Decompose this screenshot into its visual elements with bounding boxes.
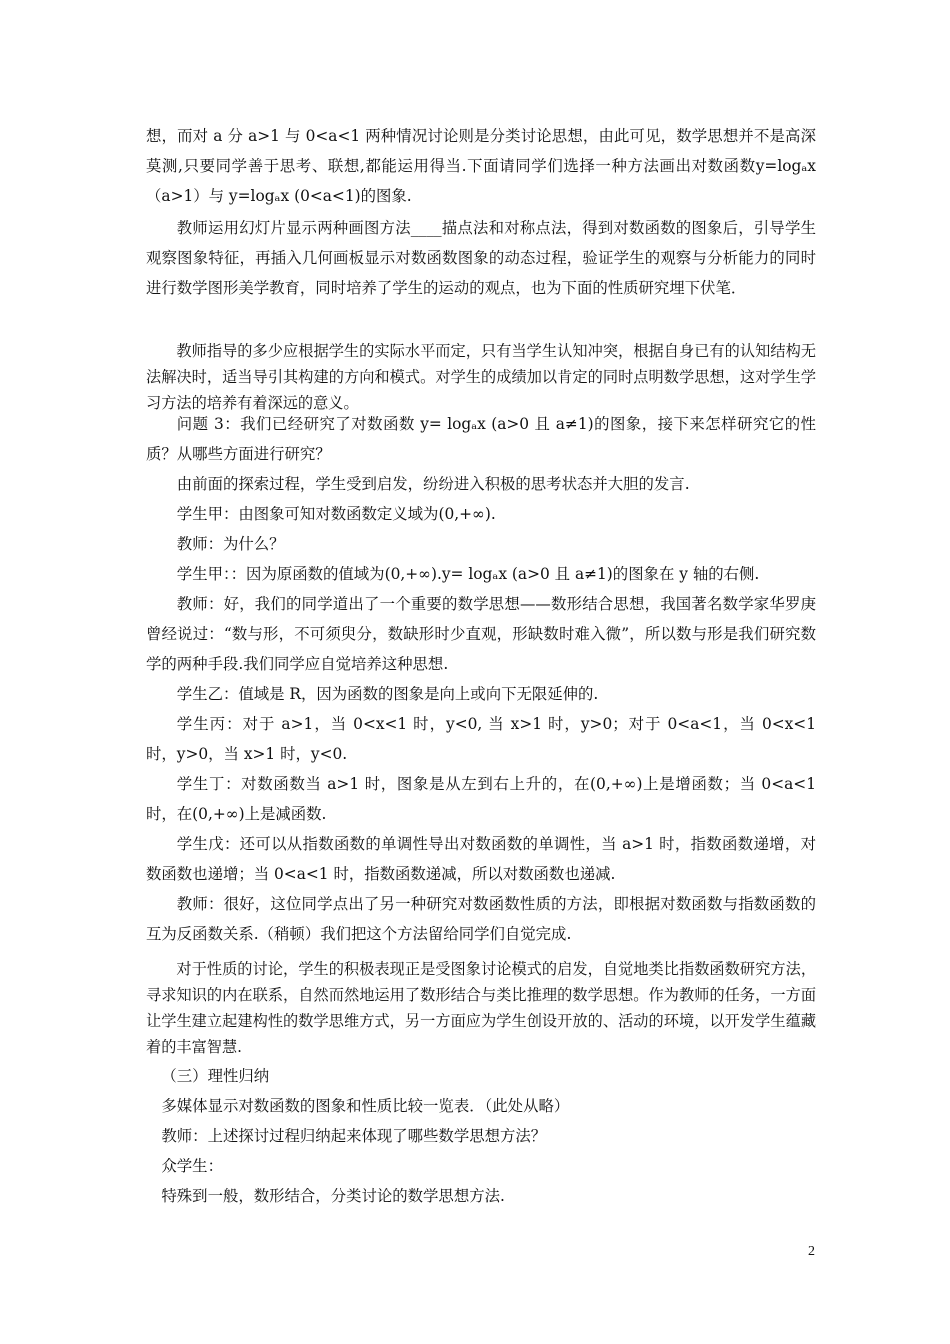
paragraph-students-label: 众学生： <box>161 1157 223 1175</box>
page-number: 2 <box>808 1244 815 1259</box>
paragraph-block-1 <box>146 121 816 211</box>
paragraph-block-2 <box>146 213 816 303</box>
paragraph-student-jia-2: 学生甲：：因为原函数的值域为(0,+∞).y= logₐx (a>0 且 a≠1)的图象在 y 轴的右侧. <box>176 565 760 583</box>
paragraph-student-bing: 学生丙：对于 a>1，当 0<x<1 时，y<0, 当 x>1 时，y>0；对于 0<a<1，当 0<x<1 时，y>0，当 x>1 时，y<0. <box>146 715 816 763</box>
paragraph-multimedia-table: 多媒体显示对数函数的图象和性质比较一览表．（此处从略） <box>161 1097 570 1115</box>
paragraph-teacher-shuxing: 教师：好，我们的同学道出了一个重要的数学思想——数形结合思想，我国著名数学家华罗庚曾经说过：“数与形，不可须臾分，数缺形时少直观，形缺数时难入微”，所以数与形是我们研究数学的两种手段.我们同学应自觉培养这种思想. <box>146 595 816 673</box>
paragraph-commentary-properties: 对于性质的讨论，学生的积极表现正是受图象讨论模式的启发，自觉地类比指数函数研究方法，寻求知识的内在联系，自然而然地运用了数形结合与类比推理的数学思想。作为教师的任务，一方面让学生建立起建构性的数学思维方式，另一方面应为学生创设开放的、活动的环境，以开发学生蕴藏着的丰富智慧. <box>146 960 816 1056</box>
paragraph-students-answer: 特殊到一般，数形结合，分类讨论的数学思想方法. <box>161 1187 505 1205</box>
paragraph-student-yi: 学生乙：值域是 R，因为函数的图象是向上或向下无限延伸的. <box>176 685 599 703</box>
paragraph-block-4 <box>146 409 816 949</box>
paragraph-teacher-why: 教师：为什么？ <box>176 535 285 553</box>
paragraph-question-3: 问题 3：我们已经研究了对数函数 y= logₐx (a>0 且 a≠1)的图象，接下来怎样研究它的性质？从哪些方面进行研究？ <box>146 415 816 463</box>
paragraph-commentary-guidance: 教师指导的多少应根据学生的实际水平而定，只有当学生认知冲突，根据自身已有的认知结构无法解决时，适当导引其构建的方向和模式。对学生的成绩加以肯定的同时点明数学思想，这对学生学习方法的培养有着深远的意义。 <box>146 342 816 412</box>
section-heading-rational-summary: （三）理性归纳 <box>161 1067 270 1085</box>
paragraph-block-5 <box>146 956 816 1060</box>
paragraph-block-6 <box>146 1061 816 1211</box>
paragraph-student-jia-1: 学生甲：由图象可知对数函数定义域为(0,+∞). <box>176 505 496 523</box>
paragraph-slideshow: 教师运用幻灯片显示两种画图方法____描点法和对称点法，得到对数函数的图象后，引导学生观察图象特征，再插入几何画板显示对数函数图象的动态过程，验证学生的观察与分析能力的同时进行数学图形美学教育，同时培养了学生的运动的观点，也为下面的性质研究埋下伏笔． <box>146 219 816 297</box>
paragraph-block-3 <box>146 338 816 416</box>
paragraph-intro-continuation: 想，而对 a 分 a>1 与 0<a<1 两种情况讨论则是分类讨论思想，由此可见，数学思想并不是高深莫测,只要同学善于思考、联想,都能运用得当.下面请同学们选择一种方法画出对数函数y=logₐx（a>1）与 y=logₐx (0<a<1)的图象. <box>146 127 816 205</box>
paragraph-student-wu: 学生戊：还可以从指数函数的单调性导出对数函数的单调性，当 a>1 时，指数函数递增，对数函数也递增；当 0<a<1 时，指数函数递减，所以对数函数也递减. <box>146 835 816 883</box>
paragraph-students-inspired: 由前面的探索过程，学生受到启发，纷纷进入积极的思考状态并大胆的发言. <box>176 475 690 493</box>
paragraph-teacher-inverse: 教师：很好，这位同学点出了另一种研究对数函数性质的方法，即根据对数函数与指数函数的互为反函数关系.（稍顿）我们把这个方法留给同学们自觉完成. <box>146 895 816 943</box>
paragraph-student-ding: 学生丁：对数函数当 a>1 时，图象是从左到右上升的，在(0,+∞)上是增函数；当 0<a<1 时，在(0,+∞)上是减函数. <box>146 775 816 823</box>
paragraph-teacher-summary-question: 教师：上述探讨过程归纳起来体现了哪些数学思想方法？ <box>161 1127 547 1145</box>
